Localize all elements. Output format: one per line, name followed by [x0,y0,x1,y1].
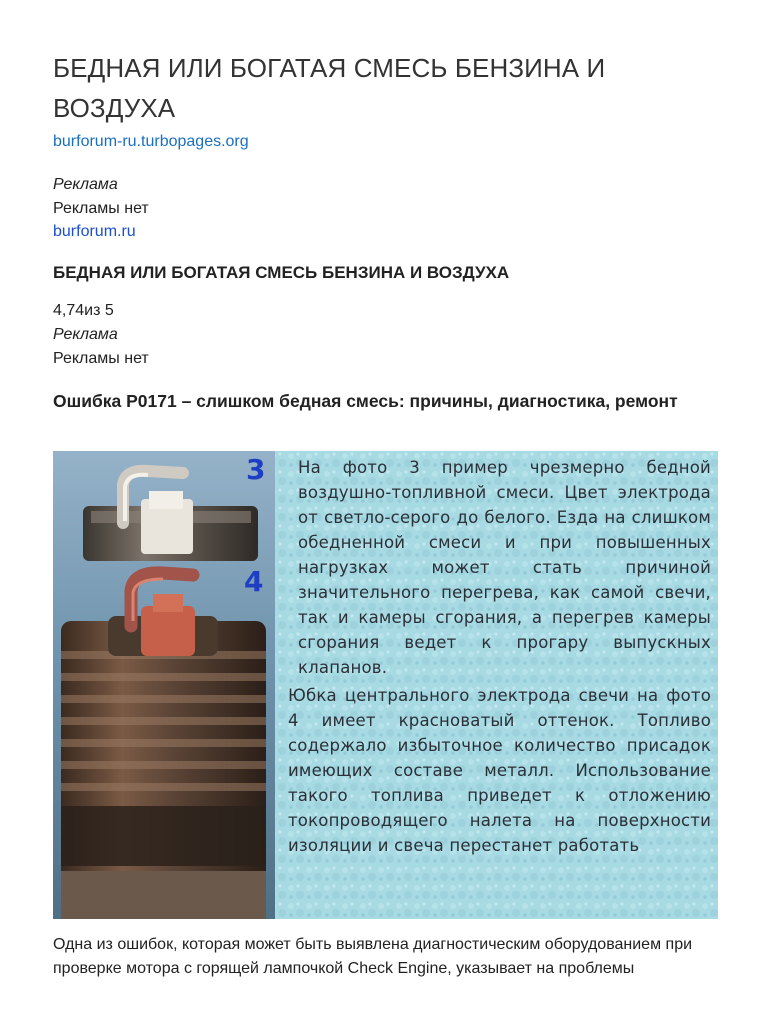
ad-label: Реклама [53,176,118,193]
rating-text: 4,74из 5 [53,302,114,319]
figure-caption-paragraph-1: На фото 3 пример чрезмерно бедной воздушно-топливной смеси. Цвет электрода от светло-серого до белого. Езда на слишком обедненной смеси и при повышенных нагрузках может стать причиной значительного перегрева, как самой свечи, так и камеры сгорания, а перегрев камеры сгорания ведет к прогару выпускных клапанов. [298,458,711,677]
ad-empty-text: Рекламы нет [53,350,149,367]
figure-caption-paragraph-2: Юбка центрального электрода свечи на фото 4 имеет красноватый оттенок. Топливо содержало избыточное количество присадок имеющих составе металл. Использование такого топлива приведет к отложению токопроводящего налета на поверхности изоляции и свеча перестанет работать [288,686,711,855]
source-link[interactable]: burforum-ru.turbopages.org [53,133,249,150]
photo-label-3: 3 [246,453,266,486]
article-title: БЕДНАЯ ИЛИ БОГАТАЯ СМЕСЬ БЕНЗИНА И ВОЗДУХА [53,53,606,123]
photo-label-4: 4 [244,565,264,598]
ad-empty-text: Рекламы нет [53,200,149,217]
section-heading: БЕДНАЯ ИЛИ БОГАТАЯ СМЕСЬ БЕНЗИНА И ВОЗДУХА [53,263,510,282]
article-subheading: Ошибка P0171 – слишком бедная смесь: причины, диагностика, ремонт [53,391,678,411]
spark-plug-figure [53,451,718,919]
spark-plug-4-photo [61,573,266,919]
article-body-text: Одна из ошибок, которая может быть выявлена диагностическим оборудованием при проверке мотора с горящей лампочкой Check Engine, указывает на проблемы [53,936,693,977]
ad-label: Реклама [53,326,118,343]
site-link[interactable]: burforum.ru [53,223,136,240]
